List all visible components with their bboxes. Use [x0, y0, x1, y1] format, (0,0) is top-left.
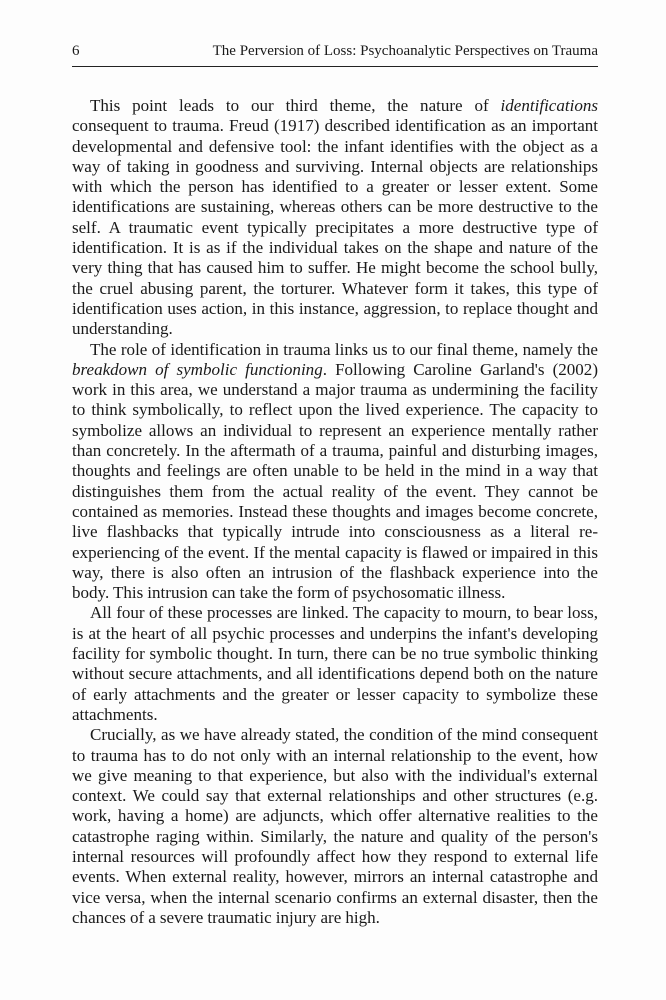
paragraph-symbolic-functioning — [72, 340, 598, 604]
italic-term: identifications — [500, 96, 598, 115]
body-text — [72, 96, 598, 928]
paragraph-text: The role of identification in trauma links us to our final theme, namely the — [90, 339, 598, 359]
paragraph-text: consequent to trauma. Freud (1917) described identification as an important developmental and defensive tool: the infant identifies with the object as a way of taking in goodness and surviving. Internal objects are relationships with which the person has identified to a greater or lesser extent. Some identifications are sustaining, whereas others can be more destructive to the self. A traumatic event typically precipitates a more destructive type of identification. It is as if the individual takes on the shape and nature of the very thing that has caused him to suffer. He might become the school bully, the cruel abusing parent, the torturer. Whatever form it takes, this type of identification uses action, in this instance, aggression, to replace thought and understanding. — [72, 116, 598, 339]
running-title: The Perversion of Loss: Psychoanalytic Perspectives on Trauma — [212, 43, 598, 59]
paragraph-processes-linked: All four of these processes are linked. The capacity to mourn, to bear loss, is at the heart of all psychic processes and underpins the infant's developing facility for symbolic thought. In turn, there can be no true symbolic thinking without secure attachments, and all identifications depend both on the nature of early attachments and the greater or lesser capacity to symbolize these attachments. — [72, 603, 598, 724]
italic-term: breakdown of symbolic functioning — [72, 359, 323, 379]
page-number: 6 — [72, 43, 80, 59]
paragraph-identifications — [72, 96, 598, 340]
header-rule — [72, 66, 598, 67]
running-head — [72, 40, 598, 62]
paragraph-text: This point leads to our third theme, the nature of — [90, 96, 501, 115]
paragraph-external-context: Crucially, as we have already stated, the condition of the mind consequent to trauma has to do not only with an internal relationship to the event, how we give meaning to that experience, but also with the individual's external context. We could say that external relationships and other structures (e.g. work, having a home) are adjuncts, which offer alternative realities to the catastrophe raging within. Similarly, the nature and quality of the person's internal resources will profoundly affect how they respond to external life events. When external reality, however, mirrors an internal catastrophe and vice versa, when the internal scenario confirms an external disaster, then the chances of a severe traumatic injury are high. — [72, 725, 598, 927]
paragraph-text: . Following Caroline Garland's (2002) work in this area, we understand a major trauma as undermining the facility to think symbolically, to reflect upon the lived experience. The capacity to symbolize allows an individual to represent an experience mentally rather than concretely. In the aftermath of a trauma, painful and disturbing images, thoughts and feelings are often unable to be held in the mind in a way that distinguishes them from the actual reality of the event. They cannot be contained as memories. Instead these thoughts and images become concrete, live flashbacks that typically intrude into consciousness as a literal re-experiencing of the event. If the mental capacity is flawed or impaired in this way, there is also often an intrusion of the flashback experience into the body. This intrusion can take the form of psychosomatic illness. — [72, 359, 598, 603]
